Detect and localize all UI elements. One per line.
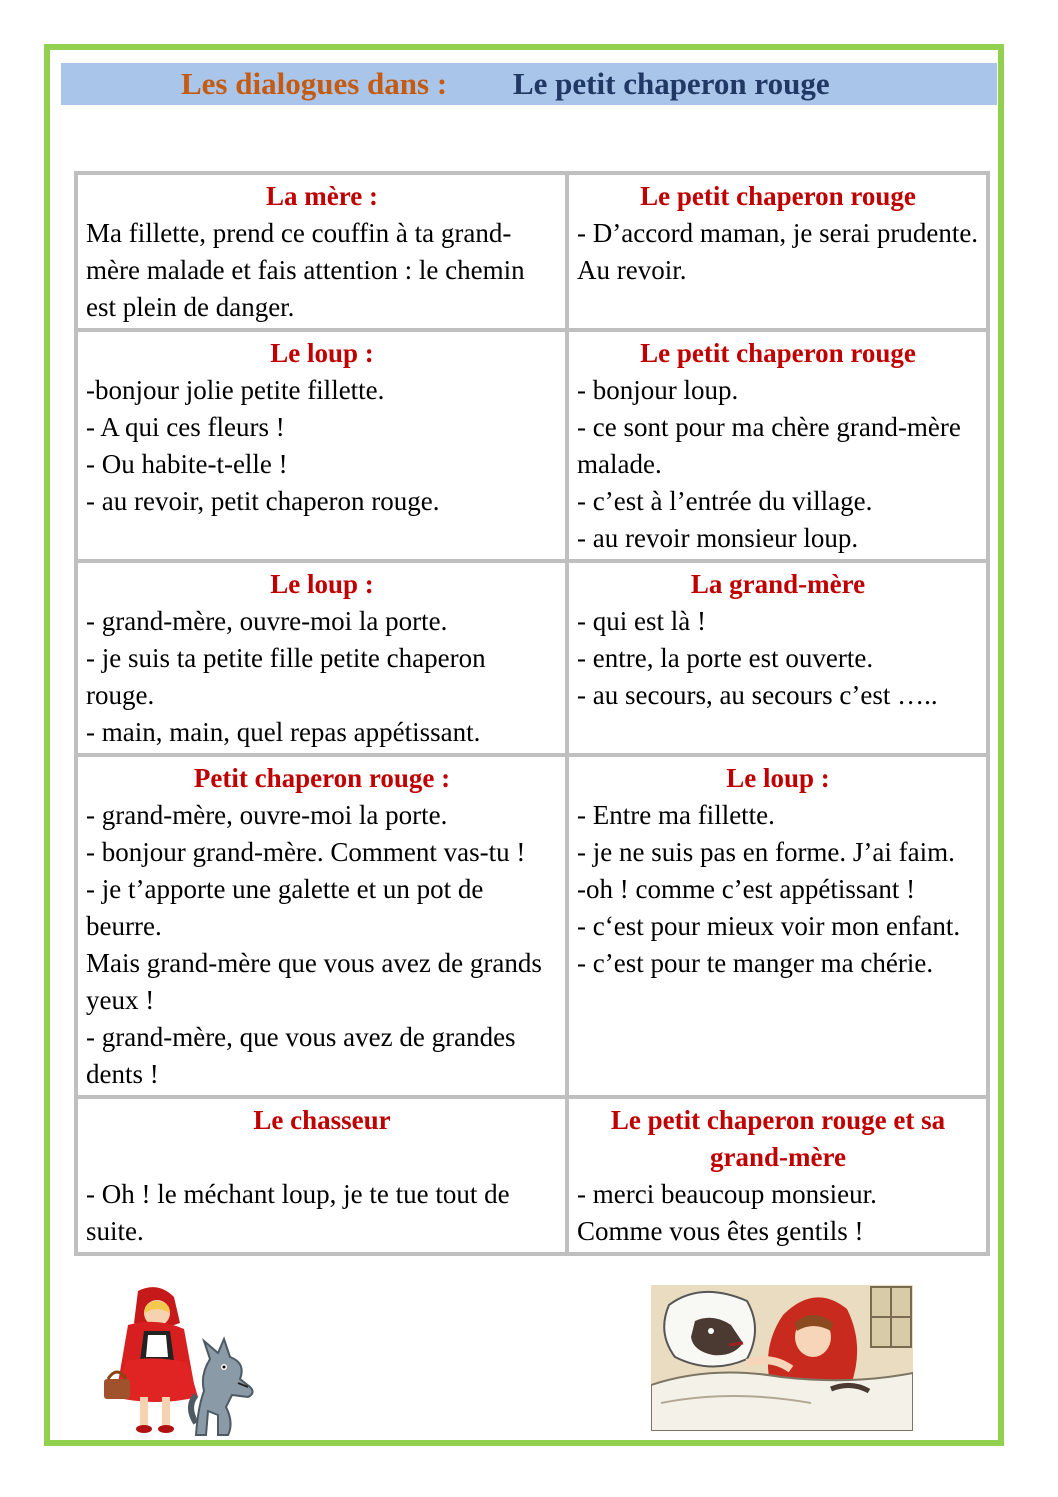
- dialogue-cell: [76, 330, 567, 561]
- dialogue-row: [76, 755, 988, 1097]
- speaker-name: Le loup :: [726, 763, 830, 793]
- dialogue-line: - grand-mère, que vous avez de grandes dents !: [86, 1022, 516, 1089]
- dialogue-line: - je suis ta petite fille petite chaperon rouge.: [86, 643, 486, 710]
- dialogue-cell: [76, 1097, 567, 1254]
- dialogue-cell: [567, 173, 988, 330]
- dialogue-line: Mais grand-mère que vous avez de grands yeux !: [86, 948, 542, 1015]
- speaker-name: Le loup :: [270, 338, 374, 368]
- dialogue-line: - au revoir, petit chaperon rouge.: [86, 486, 440, 516]
- title-story: Le petit chaperon rouge: [513, 66, 830, 101]
- dialogue-line: - entre, la porte est ouverte.: [577, 643, 874, 673]
- speaker-name: Petit chaperon rouge :: [193, 763, 451, 793]
- dialogue-line: - Ou habite-t-elle !: [86, 449, 288, 479]
- speaker-name: Le loup :: [270, 569, 374, 599]
- dialogue-line: - c’est pour te manger ma chérie.: [577, 948, 934, 978]
- wolf-in-bonnet: [664, 1292, 755, 1367]
- speaker-name: Le petit chaperon rouge et sa grand-mère: [610, 1105, 946, 1172]
- girl-and-wolf-illustration: [100, 1283, 280, 1443]
- dialogue-line: Ma fillette, prend ce couffin à ta grand-mère malade et fais attention : le chemin est plein de danger.: [86, 218, 525, 322]
- dialogue-line: - Entre ma fillette.: [577, 800, 775, 830]
- dialogue-cell: [76, 561, 567, 755]
- dialogue-line: - qui est là !: [577, 606, 706, 636]
- dialogue-row: [76, 173, 988, 330]
- dialogue-line: - je ne suis pas en forme. J’ai faim.: [577, 837, 955, 867]
- dialogue-line: - grand-mère, ouvre-moi la porte.: [86, 606, 448, 636]
- speaker-name: Le petit chaperon rouge: [640, 338, 916, 368]
- dialogue-line: - main, main, quel repas appétissant.: [86, 717, 481, 747]
- dialogue-line: - je t’apporte une galette et un pot de beurre.: [86, 874, 484, 941]
- dialogue-line: - merci beaucoup monsieur.: [577, 1179, 877, 1209]
- title-banner: [61, 63, 997, 105]
- dialogue-line: - A qui ces fleurs !: [86, 412, 285, 442]
- speaker-name: Le chasseur: [253, 1105, 391, 1135]
- girl-figure: [104, 1287, 198, 1433]
- dialogue-line: -oh ! comme c’est appétissant !: [577, 874, 916, 904]
- dialogue-cell: [567, 330, 988, 561]
- dialogue-line: - au secours, au secours c’est …..: [577, 680, 938, 710]
- dialogue-line: - ce sont pour ma chère grand-mère malade.: [577, 412, 961, 479]
- dialogue-table: [74, 171, 990, 1256]
- dialogue-line: - Oh ! le méchant loup, je te tue tout de suite.: [86, 1179, 510, 1246]
- dialogue-line: Comme vous êtes gentils !: [577, 1216, 864, 1246]
- dialogue-cell: [567, 561, 988, 755]
- dialogue-line: - D’accord maman, je serai prudente. Au revoir.: [577, 218, 979, 285]
- dialogue-cell: [76, 755, 567, 1097]
- title-prefix: Les dialogues dans :: [181, 66, 448, 101]
- dialogue-cell: [567, 755, 988, 1097]
- dialogue-line: - c’est à l’entrée du village.: [577, 486, 873, 516]
- blank-line: [86, 1139, 558, 1176]
- dialogue-row: [76, 1097, 988, 1254]
- speaker-name: Le petit chaperon rouge: [640, 181, 916, 211]
- speaker-name: La mère :: [266, 181, 378, 211]
- dialogue-line: - au revoir monsieur loup.: [577, 523, 859, 553]
- speaker-name: La grand-mère: [690, 569, 866, 599]
- dialogue-cell: [76, 173, 567, 330]
- dialogue-line: - bonjour loup.: [577, 375, 739, 405]
- dialogue-line: - c‘est pour mieux voir mon enfant.: [577, 911, 961, 941]
- dialogue-line: - grand-mère, ouvre-moi la porte.: [86, 800, 448, 830]
- dialogue-line: - bonjour grand-mère. Comment vas-tu !: [86, 837, 526, 867]
- dialogue-line: -bonjour jolie petite fillette.: [86, 375, 385, 405]
- dialogue-row: [76, 561, 988, 755]
- wolf-in-bed-illustration: [651, 1285, 913, 1431]
- wolf-figure: [191, 1339, 253, 1435]
- dialogue-row: [76, 330, 988, 561]
- dialogue-cell: [567, 1097, 988, 1254]
